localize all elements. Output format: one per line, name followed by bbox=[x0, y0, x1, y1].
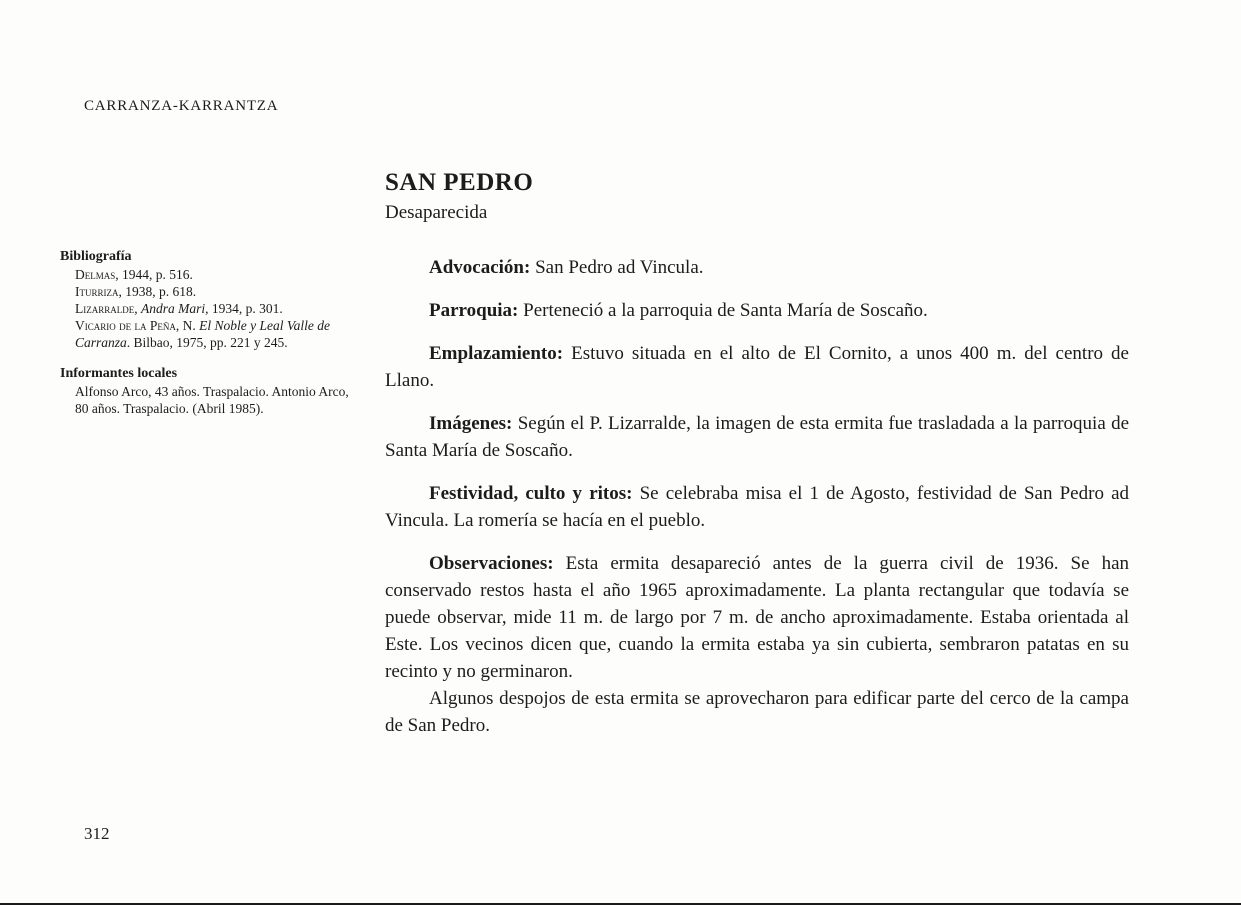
paragraph-text: Según el P. Lizarralde, la imagen de esta ermita fue trasladada a la parroquia de Santa María de Soscaño. bbox=[385, 413, 1130, 461]
paragraph-text: Estuvo situada en el alto de El Cornito, a unos 400 m. del centro de Llano. bbox=[385, 343, 1129, 391]
work-title: El Noble y Leal Valle de Carranza bbox=[75, 318, 330, 350]
paragraph-text: Perteneció a la parroquia de Santa María de Soscaño. bbox=[523, 300, 928, 321]
author-name: Lizarralde bbox=[75, 301, 135, 316]
article-body bbox=[385, 254, 1129, 739]
author-name: Iturriza bbox=[75, 284, 119, 299]
bibliography-entry: Vicario de la Peña, N. El Noble y Leal Valle de Carranza. Bilbao, 1975, pp. 221 y 245. bbox=[75, 318, 330, 350]
paragraph-label: Festividad, culto y ritos: bbox=[429, 483, 633, 504]
article-paragraph bbox=[385, 410, 1129, 464]
article bbox=[385, 168, 1129, 739]
article-paragraph bbox=[385, 550, 1129, 685]
bibliography-heading: Bibliografía bbox=[60, 249, 132, 264]
article-paragraph bbox=[385, 297, 1129, 324]
bibliography-entry: Delmas, 1944, p. 516. bbox=[75, 267, 193, 282]
paragraph-text: San Pedro ad Vincula. bbox=[535, 257, 704, 278]
paragraph-text: Esta ermita desapareció antes de la guerra civil de 1936. Se han conservado restos hasta el año 1965 aproximadamente. La planta rectangular que todavía se puede observar, mide 11 m. de largo por 7 m. de ancho aproximadamente. Estaba orientada al Este. Los vecinos dicen que, cuando la ermita estaba ya sin cubierta, sembraron patatas en su recinto y no germinaron. bbox=[385, 553, 1130, 682]
paragraph-label: Advocación: bbox=[429, 257, 531, 278]
author-name: Delmas bbox=[75, 267, 116, 282]
paragraph-label: Emplazamiento: bbox=[429, 343, 564, 364]
article-paragraph bbox=[385, 685, 1129, 739]
article-title: SAN PEDRO bbox=[385, 169, 534, 196]
paragraph-text: Algunos despojos de esta ermita se aprovecharon para edificar parte del cerco de la campa de San Pedro. bbox=[385, 688, 1129, 736]
bibliography-list bbox=[60, 266, 352, 351]
page-number: 312 bbox=[84, 824, 110, 843]
article-paragraph bbox=[385, 480, 1129, 534]
article-paragraph bbox=[385, 340, 1129, 394]
bibliography-entry: Iturriza, 1938, p. 618. bbox=[75, 284, 197, 299]
author-name: Vicario de la Peña bbox=[75, 318, 176, 333]
work-title: Andra Mari bbox=[141, 301, 206, 316]
informants-heading: Informantes locales bbox=[60, 366, 178, 381]
paragraph-label: Imágenes: bbox=[429, 413, 513, 434]
margin-notes-column bbox=[60, 248, 352, 431]
article-subtitle: Desaparecida bbox=[385, 202, 488, 223]
bibliography-entry: Lizarralde, Andra Mari, 1934, p. 301. bbox=[75, 301, 283, 316]
article-paragraph bbox=[385, 254, 1129, 281]
paragraph-label: Observaciones: bbox=[429, 553, 554, 574]
running-head: CARRANZA-KARRANTZA bbox=[84, 98, 279, 114]
paragraph-label: Parroquia: bbox=[429, 300, 519, 321]
paragraph-text: Se celebraba misa el 1 de Agosto, festividad de San Pedro ad Vincula. La romería se hacía en el pueblo. bbox=[385, 483, 1130, 531]
informants-text: Alfonso Arco, 43 años. Traspalacio. Antonio Arco, 80 años. Traspalacio. (Abril 1985). bbox=[75, 384, 349, 416]
